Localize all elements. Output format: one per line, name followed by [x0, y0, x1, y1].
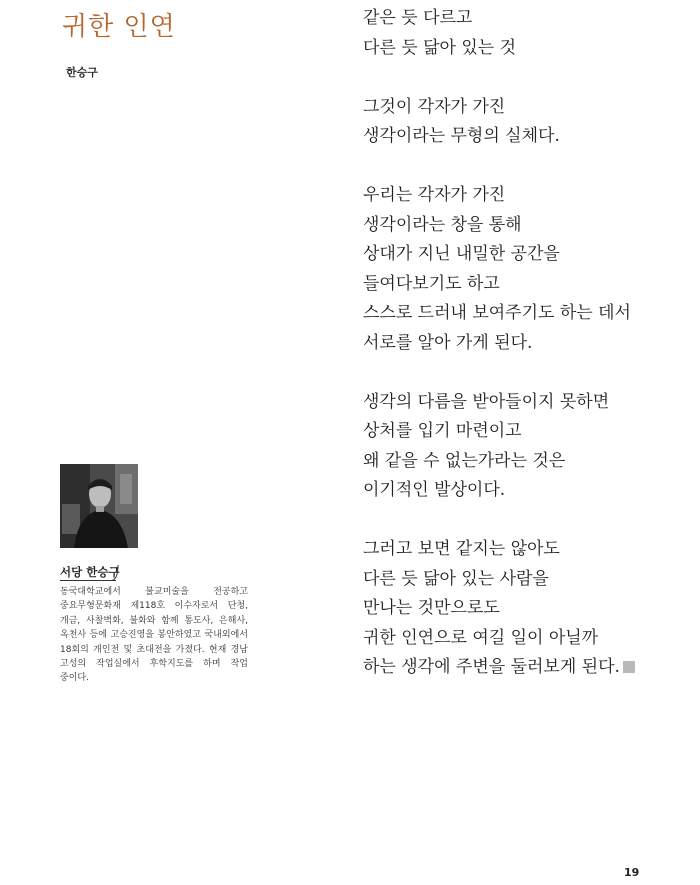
poem-body — [363, 4, 683, 683]
author-name: 한승구 — [66, 66, 98, 79]
stanza — [363, 4, 683, 63]
poem-line: 귀한 인연으로 여길 일이 아닐까 — [363, 627, 599, 648]
end-mark-icon — [623, 661, 635, 673]
stanza — [363, 388, 683, 506]
poem-line: 생각의 다름을 받아들이지 못하면 — [363, 391, 610, 412]
poem-line: 그러고 보면 같지는 않아도 — [363, 539, 560, 559]
stanza — [363, 93, 683, 152]
poem-line: 만나는 것만으로도 — [363, 598, 500, 618]
stanza — [363, 181, 683, 358]
poem-line: 우리는 각자가 가진 — [363, 185, 506, 205]
author-photo — [60, 464, 138, 548]
poem-line: 같은 듯 다르고 — [363, 8, 473, 28]
poem-line: 상대가 지닌 내밀한 공간을 — [363, 244, 560, 264]
poem-line: 이기적인 발상이다. — [363, 480, 506, 500]
poem-line-text: 하는 생각에 주변을 둘러보게 된다. — [363, 657, 620, 677]
poem-line-last — [363, 653, 683, 683]
poem-line: 생각이라는 창을 통해 — [363, 214, 522, 235]
poem-line: 다른 듯 닮아 있는 사람을 — [363, 568, 549, 589]
author-portrait-image — [60, 464, 138, 548]
stanza — [363, 535, 683, 683]
poem-title: 귀한 인연 — [62, 12, 176, 42]
poem-line: 왜 같을 수 없는가라는 것은 — [363, 450, 566, 471]
bio-divider-curve — [112, 565, 120, 581]
page-number: 19 — [624, 866, 640, 879]
bio-divider — [60, 580, 116, 581]
poem-line: 들여다보기도 하고 — [363, 273, 500, 294]
poem-line: 다른 듯 닮아 있는 것 — [363, 37, 516, 58]
poem-line: 서로를 알아 가게 된다. — [363, 332, 533, 353]
poem-line: 생각이라는 무형의 실체다. — [363, 126, 560, 146]
poem-line: 그것이 각자가 가진 — [363, 96, 506, 117]
poem-line: 스스로 드러내 보여주기도 하는 데서 — [363, 303, 631, 323]
bio-author-name: 서당 한승구 — [60, 565, 120, 579]
bio-description: 동국대학교에서 불교미술을 전공하고 중요무형문화재 제118호 이수자로서 단청, 개금, 사찰벽화, 불화와 함께 통도사, 은해사, 옥천사 등에 고승진영을 봉안하였고 국내외에서 18회의 개인전 및 초대전을 가졌다. 현재 경남 고성의 작업실에서 후학지도를 하며 작업 중이다. — [60, 587, 248, 684]
poem-line: 상처를 입기 마련이고 — [363, 421, 522, 441]
